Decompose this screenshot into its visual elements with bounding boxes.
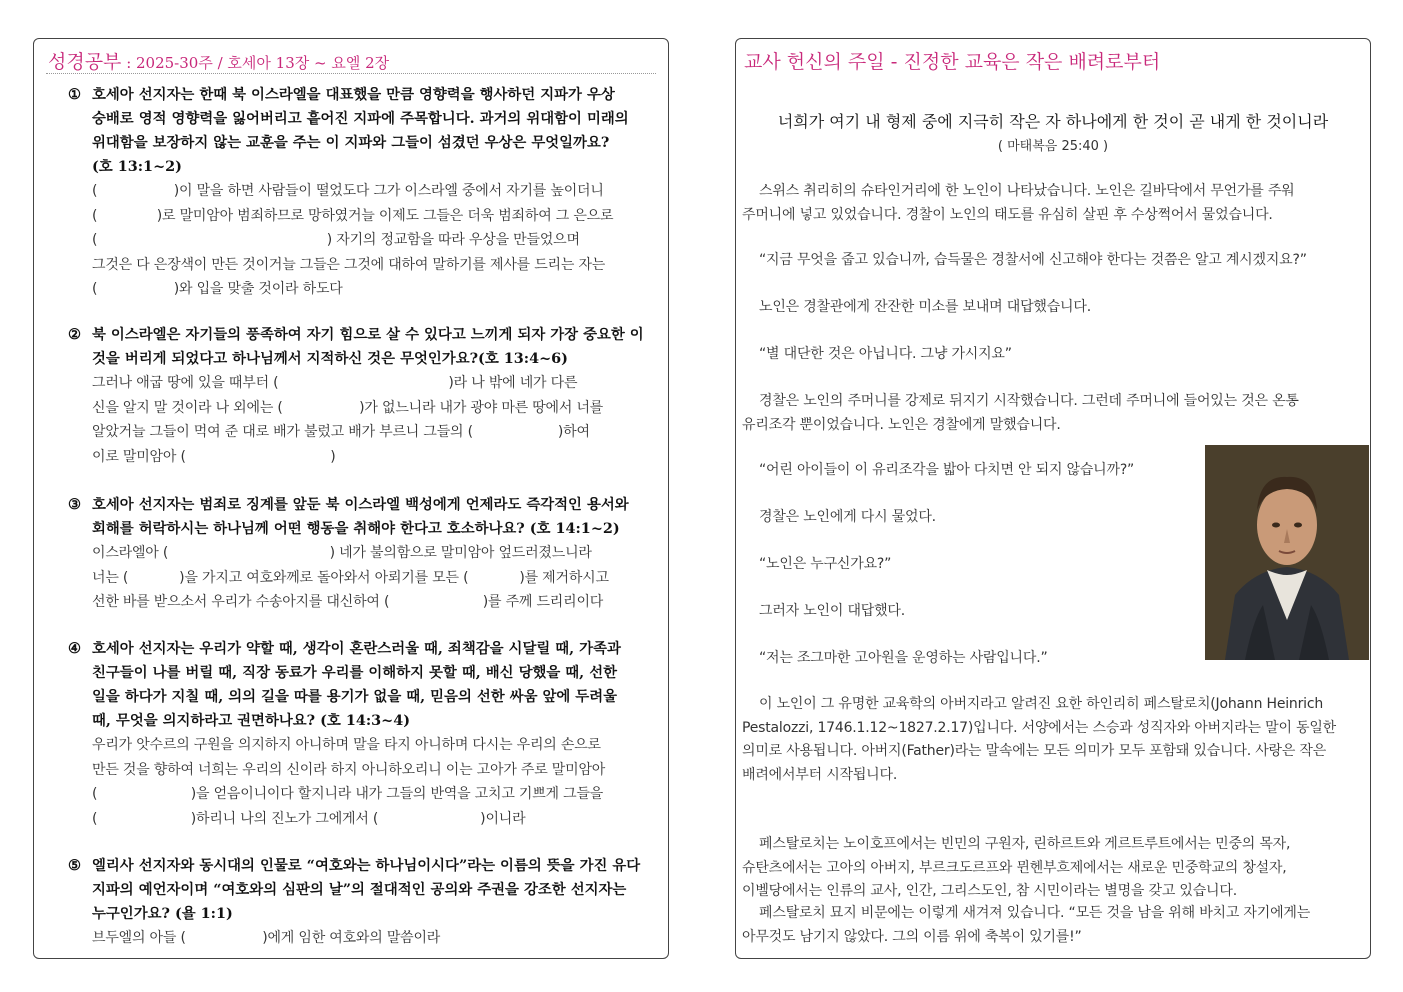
paragraph-line: 페스탈로치 묘지 비문에는 이렇게 새겨져 있습니다. “모든 것을 남을 위해 바치고 자기에게는 bbox=[742, 905, 1311, 921]
paragraph-line: “어린 아이들이 이 유리조각을 밟아 다치면 안 되지 않습니까?” bbox=[742, 462, 1135, 478]
question-text: 누구인가요? (욜 1:1) bbox=[92, 905, 233, 922]
question-title-line bbox=[68, 323, 656, 347]
question-text: 위대함을 보장하지 않는 교훈을 주는 이 지파와 그들이 섬겼던 우상은 무엇일까요? bbox=[92, 134, 610, 151]
question-text: 친구들이 나를 버릴 때, 직장 동료가 우리를 이해하지 못할 때, 배신 당했을 때, 선한 bbox=[92, 664, 618, 681]
question-title-line bbox=[68, 517, 656, 541]
question-number: ⑤ bbox=[68, 857, 81, 874]
fill-in-blank-line: 알았거늘 그들이 먹여 준 대로 배가 불렀고 배가 부르니 그들의 ( )하여 bbox=[92, 424, 590, 440]
question-text: 회해를 허락하시는 하나님께 어떤 행동을 취해야 한다고 호소하나요? (호 14:1~2) bbox=[92, 520, 620, 537]
header-divider bbox=[46, 73, 656, 74]
question-number: ④ bbox=[68, 640, 81, 657]
fill-in-blank-line: ( )로 말미암아 범죄하므로 망하였거늘 이제도 그들은 더욱 범죄하여 그 은으로 bbox=[92, 207, 614, 224]
verse-reference: ( 마태복음 25:40 ) bbox=[997, 139, 1109, 154]
question-text: 지파의 예언자이며 “여호와의 심판의 날”의 절대적인 공의와 주권을 강조한 선지자는 bbox=[92, 881, 627, 898]
paragraph-line: 아무것도 남기지 않았다. 그의 이름 위에 축복이 있기를!” bbox=[742, 928, 1082, 945]
question-text: 것을 버리게 되었다고 하나님께서 지적하신 것은 무엇인가요?(호 13:4~6) bbox=[92, 350, 568, 367]
article-paragraph bbox=[742, 902, 1366, 949]
question-text: 호세아 선지자는 범죄로 징계를 앞둔 북 이스라엘 백성에게 언제라도 즉각적인 용서와 bbox=[92, 496, 629, 513]
fill-in-blank-line: ( )을 얻음이니이다 할지니라 내가 그들의 반역을 고치고 기쁘게 그들을 bbox=[92, 786, 604, 802]
question-3 bbox=[68, 493, 656, 615]
article-paragraph bbox=[742, 343, 1366, 367]
article-paragraph bbox=[742, 833, 1366, 904]
fill-in-blank-line: 우리가 앗수르의 구원을 의지하지 아니하며 말을 타지 아니하며 다시는 우리의 손으로 bbox=[92, 737, 601, 753]
paragraph-line: 이 노인이 그 유명한 교육학의 아버지라고 알려진 요한 하인리히 페스탈로치(Johann Heinrich bbox=[742, 696, 1324, 712]
question-title-line bbox=[68, 107, 656, 131]
fill-in-blank-line: ( ) 자기의 정교함을 따라 우상을 만들었으며 bbox=[92, 232, 580, 248]
question-text: 북 이스라엘은 자기들의 풍족하여 자기 힘으로 살 수 있다고 느끼게 되자 가장 중요한 이 bbox=[92, 326, 644, 343]
question-text: 일을 하다가 지칠 때, 의의 길을 따를 용기가 없을 때, 믿음의 선한 싸움 앞에 두려울 bbox=[92, 688, 618, 705]
fill-in-blank-line: 그러나 애굽 땅에 있을 때부터 ( )라 나 밖에 네가 다른 bbox=[92, 375, 578, 391]
question-text: 엘리사 선지자와 동시대의 인물로 “여호와는 하나님이시다”라는 이름의 뜻을 가진 유다 bbox=[92, 857, 641, 874]
question-title-line bbox=[68, 83, 656, 107]
paragraph-line: “저는 조그마한 고아원을 운영하는 사람입니다.” bbox=[742, 650, 1048, 666]
question-title-line bbox=[68, 131, 656, 155]
paragraph-line: 스위스 취리히의 슈타인거리에 한 노인이 나타났습니다. 노인은 길바닥에서 무언가를 주워 bbox=[742, 183, 1295, 199]
fill-in-blank-line: 그것은 다 은장색이 만든 것이거늘 그들은 그것에 대하여 말하기를 제사를 드리는 자는 bbox=[92, 256, 606, 273]
paragraph-line: 주머니에 넣고 있었습니다. 경찰이 노인의 태도를 유심히 살핀 후 수상쩍어서 물었습니다. bbox=[742, 206, 1273, 223]
question-2 bbox=[68, 323, 656, 469]
bible-verse: 너희가 여기 내 형제 중에 지극히 작은 자 하나에게 한 것이 곧 내게 한 것이니라 bbox=[777, 112, 1329, 131]
question-text: 때, 무엇을 의지하라고 권면하나요? (호 14:3~4) bbox=[92, 712, 411, 729]
fill-in-blank-line: 이로 말미암아 ( ) bbox=[92, 448, 336, 465]
fill-in-blank-line: ( )이 말을 하면 사람들이 떨었도다 그가 이스라엘 중에서 자기를 높이더니 bbox=[92, 183, 604, 199]
paragraph-line: 그러자 노인이 대답했다. bbox=[742, 603, 905, 619]
question-text: 숭배로 영적 영향력을 잃어버리고 흩어진 지파에 주목합니다. 과거의 위대함이 미래의 bbox=[92, 110, 629, 127]
question-text: (호 13:1~2) bbox=[92, 158, 182, 175]
question-text: 호세아 선지자는 한때 북 이스라엘을 대표했을 만큼 영향력을 행사하던 지파가 우상 bbox=[92, 86, 615, 103]
article-paragraph bbox=[742, 180, 1366, 227]
paragraph-line: 슈탄츠에서는 고아의 아버지, 부르크도르프와 뮌헨부흐제에서는 새로운 민중학교의 창설자, bbox=[742, 859, 1287, 876]
fill-in-blank-line: 선한 바를 받으소서 우리가 수송아지를 대신하여 ( )를 주께 드리리이다 bbox=[92, 594, 604, 610]
paragraph-line: 경찰은 노인에게 다시 물었다. bbox=[742, 509, 936, 525]
fill-in-blank-line: 이스라엘아 ( ) 네가 불의함으로 말미암아 엎드러졌느니라 bbox=[92, 545, 592, 561]
article-paragraph bbox=[742, 296, 1366, 320]
paragraph-line: 배려에서부터 시작됩니다. bbox=[742, 766, 898, 783]
question-title-line bbox=[68, 661, 656, 685]
paragraph-line: “별 대단한 것은 아닙니다. 그냥 가시지요” bbox=[742, 346, 1012, 362]
article-panel bbox=[735, 38, 1371, 959]
bible-study-header bbox=[48, 47, 389, 74]
question-title-line bbox=[68, 637, 656, 661]
paragraph-line: 페스탈로치는 노이호프에서는 빈민의 구원자, 린하르트와 게르트루트에서는 민중의 목자, bbox=[742, 836, 1291, 852]
fill-in-blank-line: ( )하리니 나의 진노가 그에게서 ( )이니라 bbox=[92, 810, 526, 827]
paragraph-line: “노인은 누구신가요?” bbox=[742, 556, 892, 572]
paragraph-line: 이벨당에서는 인류의 교사, 인간, 그리스도인, 참 시민이라는 별명을 갖고 있습니다. bbox=[742, 883, 1237, 899]
fill-in-blank-line: 너는 ( )을 가지고 여호와께로 돌아와서 아뢰기를 모든 ( )를 제거하시고 bbox=[92, 569, 609, 586]
paragraph-line: 노인은 경찰관에게 잔잔한 미소를 보내며 대답했습니다. bbox=[742, 299, 1091, 315]
fill-in-blank-line: 신을 알지 말 것이라 나 외에는 ( )가 없느니라 내가 광야 마른 땅에서 너를 bbox=[92, 399, 604, 416]
article-paragraph bbox=[742, 249, 1366, 273]
article-paragraph bbox=[742, 390, 1366, 437]
paragraph-line: “지금 무엇을 줍고 있습니까, 습득물은 경찰서에 신고해야 한다는 것쯤은 알고 계시겠지요?” bbox=[742, 252, 1307, 268]
question-title-line bbox=[68, 347, 656, 371]
fill-in-blank-line: 브두엘의 아들 ( )에게 임한 여호와의 말씀이라 bbox=[92, 930, 441, 946]
question-number: ③ bbox=[68, 496, 81, 513]
question-number: ① bbox=[68, 86, 81, 103]
header-label: 성경공부 bbox=[48, 51, 122, 73]
fill-in-blank-line: 만든 것을 향하여 너희는 우리의 신이라 하지 아니하오리니 이는 고아가 주로 말미암아 bbox=[92, 761, 606, 778]
paragraph-line: 유리조각 뿐이었습니다. 노인은 경찰에게 말했습니다. bbox=[742, 416, 1061, 433]
article-title: 교사 헌신의 주일 - 진정한 교육은 작은 배려로부터 bbox=[744, 51, 1161, 73]
question-5 bbox=[68, 854, 656, 951]
question-title-line bbox=[68, 493, 656, 517]
paragraph-line: Pestalozzi, 1746.1.12~1827.2.17)입니다. 서양에서는 스승과 성직자와 아버지라는 말이 동일한 bbox=[742, 719, 1337, 736]
question-4 bbox=[68, 637, 656, 831]
question-text: 호세아 선지자는 우리가 약할 때, 생각이 혼란스러울 때, 죄책감을 시달릴 때, 가족과 bbox=[92, 640, 621, 657]
article-paragraph bbox=[742, 693, 1366, 787]
paragraph-line: 의미로 사용됩니다. 아버지(Father)라는 말속에는 모든 의미가 모두 포함돼 있습니다. 사랑은 작은 bbox=[742, 743, 1327, 759]
paragraph-line: 경찰은 노인의 주머니를 강제로 뒤지기 시작했습니다. 그런데 주머니에 들어있는 것은 온통 bbox=[742, 393, 1299, 409]
question-title-line bbox=[68, 709, 656, 733]
bible-study-panel bbox=[33, 38, 669, 959]
fill-in-blank-line: ( )와 입을 맞출 것이라 하도다 bbox=[92, 281, 343, 297]
question-title-line bbox=[68, 878, 656, 902]
question-title-line bbox=[68, 854, 656, 878]
question-title-line bbox=[68, 685, 656, 709]
pestalozzi-portrait bbox=[1205, 445, 1369, 660]
question-1 bbox=[68, 83, 656, 302]
question-title-line bbox=[68, 155, 656, 179]
question-number: ② bbox=[68, 326, 81, 343]
question-title-line bbox=[68, 902, 656, 926]
header-subtitle: : 2025-30주 / 호세아 13장 ~ 요엘 2장 bbox=[121, 54, 390, 72]
